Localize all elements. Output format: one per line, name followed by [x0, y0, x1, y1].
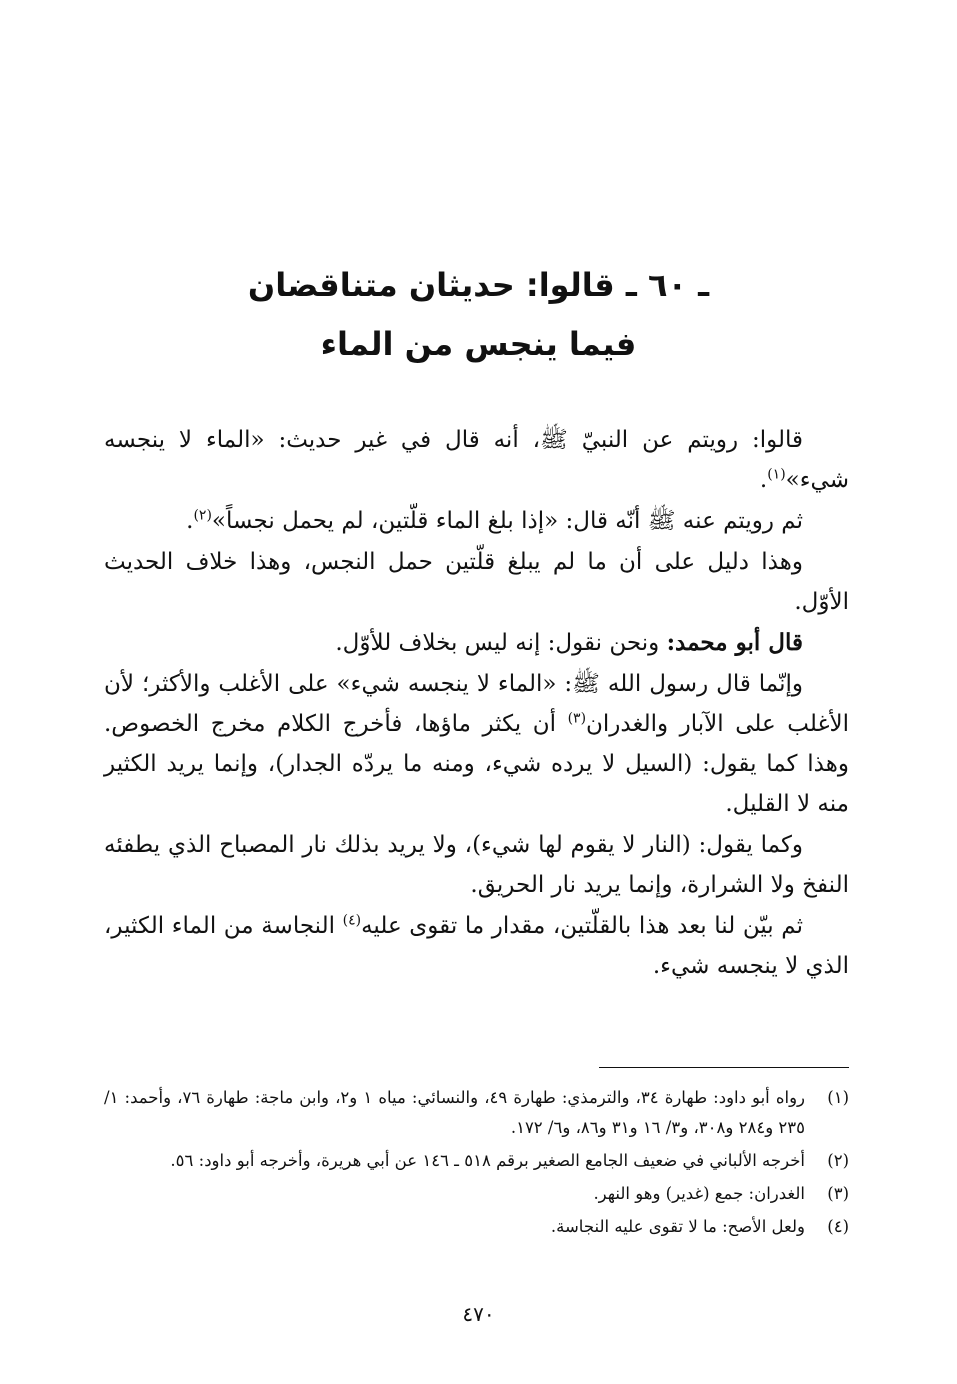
- footnote-text: أخرجه الألباني في ضعيف الجامع الصغير برقم ٥١٨ ـ ١٤٦ عن أبي هريرة، وأخرجه أبو داود: ٥٦.: [170, 1151, 805, 1170]
- footnote-ref-2: (٢): [193, 507, 212, 524]
- paragraph-1-text: قالوا: رويتم عن النبيّ ﷺ، أنه قال في غير حديث: «الماء لا ينجسه شيء»: [104, 427, 849, 493]
- chapter-subtitle: فيما ينجس من الماء: [320, 325, 637, 363]
- footnote-ref-1: (١): [767, 466, 786, 483]
- footnote-divider: [599, 1067, 849, 1068]
- paragraph-1: [104, 420, 849, 500]
- paragraph-3-text: وهذا دليل على أن ما لم يبلغ قلّتين حمل النجس، وهذا خلاف الحديث الأوّل.: [104, 549, 849, 615]
- footnote-ref-3: (٣): [567, 710, 587, 727]
- paragraph-5-text-a: وإنّما قال رسول الله ﷺ: «الماء لا ينجسه شيء» على الأغلب والأكثر؛ لأن الأغلب على الآبار والغدران: [104, 671, 849, 737]
- speaker-label: قال أبو محمد:: [666, 629, 803, 656]
- footnote-item: [104, 1083, 849, 1143]
- footnote-text: رواه أبو داود: طهارة ٣٤، والترمذي: طهارة ٤٩، والنسائي: مياه ١ و٢، وابن ماجة: طهارة ٧٦، وأحمد: ١/ ٢٣٥ و٢٨٤ و٣٠٨، و٣/ ١٦ و٣١ و٨٦، و٦/ ١٧٢.: [104, 1088, 806, 1137]
- chapter-title: ـ ٦٠ ـ قالوا: حديثان متناقضان: [247, 266, 710, 304]
- body-text: [104, 420, 849, 987]
- paragraph-3: [104, 542, 849, 622]
- paragraph-5-text-b: أن يكثر ماؤها، فأخرج الكلام مخرج الخصوص. وهذا كما يقول: (السيل لا يرده شيء، ومنه ما يردّه الجدار)، وإنما يريد الكثير منه لا القليل.: [104, 711, 849, 817]
- paragraph-2-text: ثم رويتم عنه ﷺ أنّه قال: «إذا بلغ الماء قلّتين، لم يحمل نجساً»: [211, 508, 803, 534]
- paragraph-6-text: وكما يقول: (النار لا يقوم لها شيء)، ولا يريد بذلك نار المصباح الذي يطفئه النفخ ولا الشرارة، وإنما يريد نار الحريق.: [104, 832, 849, 898]
- paragraph-7: [104, 906, 849, 986]
- paragraph-4: [104, 623, 849, 663]
- footnote-number: (٣): [827, 1184, 849, 1203]
- footnote-number: (١): [827, 1088, 849, 1107]
- paragraph-1-end: .: [759, 467, 768, 493]
- footnote-item: [104, 1146, 849, 1176]
- paragraph-6: [104, 825, 849, 905]
- footnotes: [104, 1083, 849, 1245]
- footnote-text: الغدران: جمع (غدير) وهو النهر.: [593, 1184, 805, 1203]
- paragraph-7-text-a: ثم بيّن لنا بعد هذا بالقلّتين، مقدار ما تقوى عليه: [361, 913, 803, 939]
- footnote-item: [104, 1212, 849, 1242]
- footnote-number: (٤): [827, 1217, 849, 1236]
- footnote-item: [104, 1179, 849, 1209]
- paragraph-4-text: ونحن نقول: إنه ليس بخلاف للأوّل.: [335, 630, 667, 656]
- paragraph-5: [104, 664, 849, 824]
- paragraph-2-end: .: [186, 508, 194, 534]
- page-number: ٤٧٠: [462, 1302, 495, 1326]
- footnote-text: ولعل الأصح: ما لا تقوى عليه النجاسة.: [550, 1217, 805, 1236]
- paragraph-7-text-b: النجاسة من الماء الكثير، الذي لا ينجسه شيء.: [104, 913, 849, 979]
- footnote-ref-4: (٤): [342, 912, 362, 929]
- paragraph-2: [104, 501, 849, 541]
- footnote-number: (٢): [827, 1151, 849, 1170]
